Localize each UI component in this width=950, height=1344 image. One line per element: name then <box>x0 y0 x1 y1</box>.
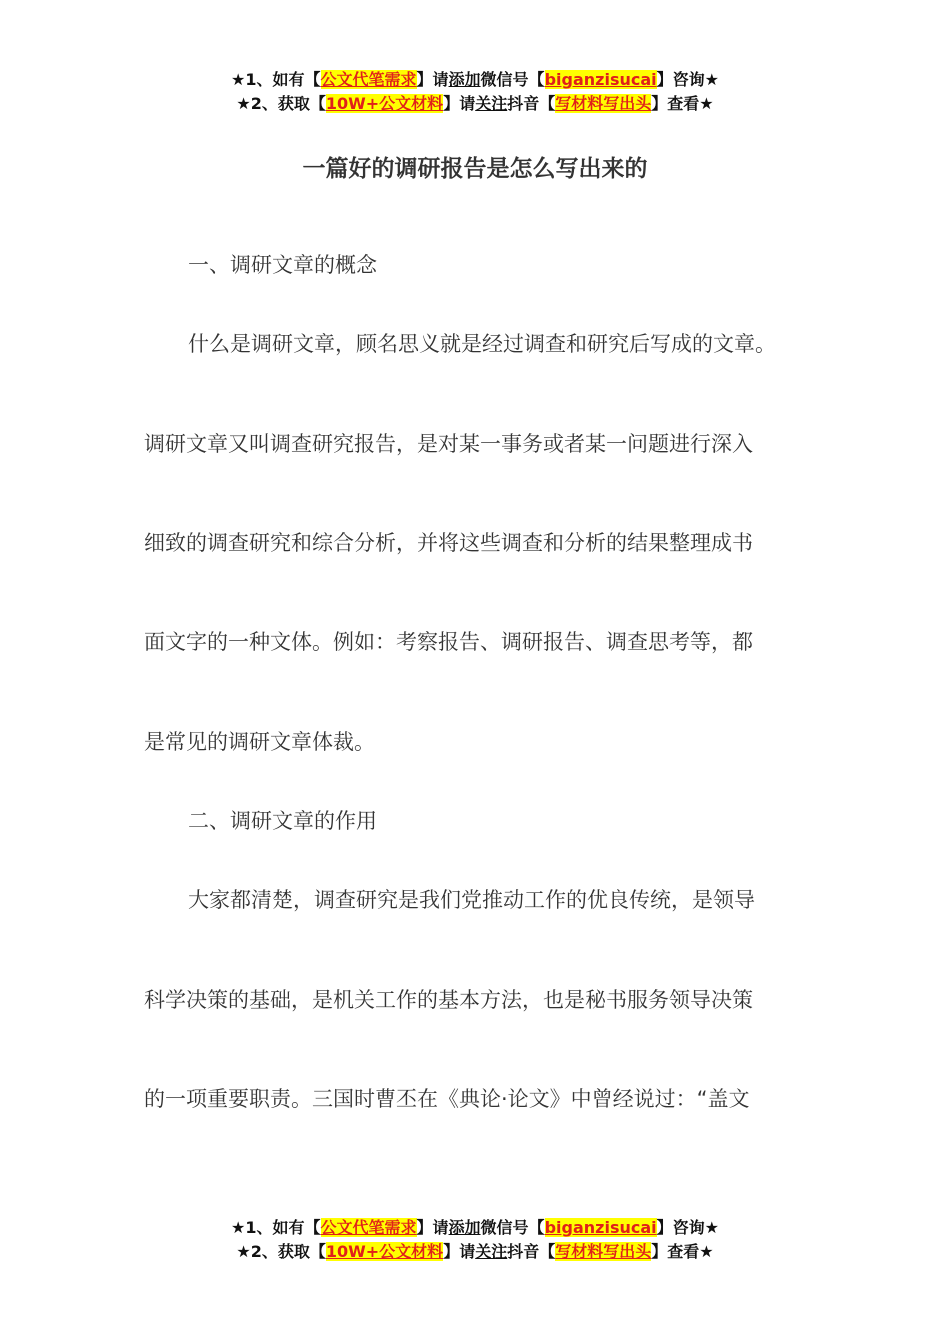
banner-text: 】查看★ <box>651 94 714 113</box>
banner-line-1 <box>0 68 950 92</box>
paragraph-line: 细致的调查研究和综合分析，并将这些调查和分析的结果整理成书 <box>144 531 753 555</box>
banner-line-1 <box>0 1216 950 1240</box>
banner-text: 】查看★ <box>651 1242 714 1261</box>
banner-highlight: 10W+公文材料 <box>325 94 444 113</box>
banner-text: 微信号【 <box>480 70 545 89</box>
paragraph-line: 科学决策的基础，是机关工作的基本方法，也是秘书服务领导决策 <box>144 988 753 1012</box>
header-banner <box>0 68 950 116</box>
banner-wechat-id: biganzisucai <box>544 70 657 89</box>
banner-text: ★2、获取【 <box>236 94 326 113</box>
banner-douyin-id: 写材料写出头 <box>555 94 652 113</box>
banner-underline: 添加 <box>448 70 481 89</box>
paragraph-line: 的一项重要职责。三国时曹丕在《典论·论文》中曾经说过：“盖文 <box>144 1087 750 1111</box>
banner-line-2 <box>0 92 950 116</box>
banner-text: 】咨询★ <box>656 70 719 89</box>
footer-banner <box>0 1216 950 1264</box>
banner-underline: 添加 <box>448 1218 481 1237</box>
banner-underline: 关注 <box>475 94 508 113</box>
banner-text: 抖音【 <box>507 1242 556 1261</box>
banner-text: 】请 <box>443 94 476 113</box>
paragraph-line: 什么是调研文章，顾名思义就是经过调查和研究后写成的文章。 <box>188 332 776 356</box>
banner-line-2 <box>0 1240 950 1264</box>
banner-highlight: 公文代笔需求 <box>320 1218 417 1237</box>
paragraph-line: 调研文章又叫调查研究报告，是对某一事务或者某一问题进行深入 <box>144 432 753 456</box>
banner-underline: 关注 <box>475 1242 508 1261</box>
paragraph-line: 大家都清楚，调查研究是我们党推动工作的优良传统，是领导 <box>188 888 755 912</box>
banner-text: ★1、如有【 <box>231 1218 321 1237</box>
banner-text: 】请 <box>443 1242 476 1261</box>
paragraph-line: 是常见的调研文章体裁。 <box>144 730 375 754</box>
section-heading-1: 一、调研文章的概念 <box>188 253 377 277</box>
banner-highlight: 10W+公文材料 <box>325 1242 444 1261</box>
paragraph-line: 面文字的一种文体。例如：考察报告、调研报告、调查思考等，都 <box>144 630 753 654</box>
banner-text: ★2、获取【 <box>236 1242 326 1261</box>
banner-wechat-id: biganzisucai <box>544 1218 657 1237</box>
document-title: 一篇好的调研报告是怎么写出来的 <box>302 156 648 182</box>
banner-text: 】请 <box>416 70 449 89</box>
banner-text: ★1、如有【 <box>231 70 321 89</box>
banner-text: 】请 <box>416 1218 449 1237</box>
banner-douyin-id: 写材料写出头 <box>555 1242 652 1261</box>
banner-highlight: 公文代笔需求 <box>320 70 417 89</box>
banner-text: 】咨询★ <box>656 1218 719 1237</box>
banner-text: 抖音【 <box>507 94 556 113</box>
banner-text: 微信号【 <box>480 1218 545 1237</box>
section-heading-2: 二、调研文章的作用 <box>188 809 377 833</box>
